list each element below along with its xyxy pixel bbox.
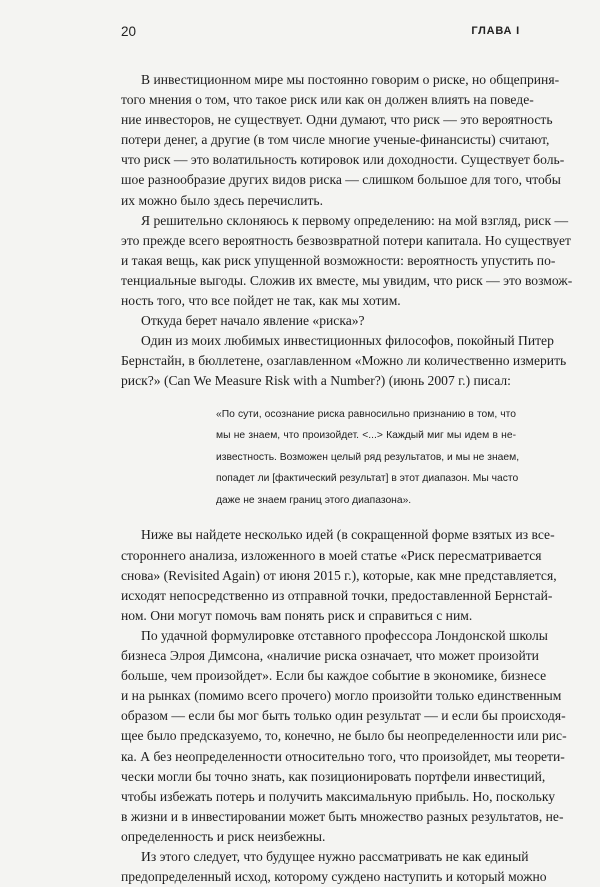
text-line: Ниже вы найдете несколько идей (в сокращенной форме взятых из все-: [141, 527, 555, 543]
text-line: ность того, что все пойдет не так, как мы хотим.: [121, 293, 401, 309]
text-line: Я решительно склоняюсь к первому определению: на мой взгляд, риск —: [141, 212, 569, 228]
text-line: того мнения о том, что такое риск или как он должен влиять на поведе-: [121, 92, 534, 108]
text-line: предопределенный исход, которому суждено наступить и который можно: [121, 869, 547, 885]
text-line: что риск — это волатильность котировок или доходности. Существует боль-: [121, 152, 565, 168]
page-header: [121, 24, 520, 44]
paragraph-3: [121, 311, 519, 331]
text-line: чески могли бы точно знать, как позиционировать портфели инвестиций,: [121, 768, 546, 784]
text-line: это прежде всего вероятность безвозвратной потери капитала. Но существует: [121, 232, 571, 248]
text-line: в жизни и в инвестировании может быть множество разных результатов, не-: [121, 808, 564, 824]
text-line: Из этого следует, что будущее нужно рассматривать не как единый: [141, 848, 529, 864]
quote-line: мы не знаем, что произойдет. <...> Каждый миг мы идем в не-: [216, 430, 516, 442]
block-quote: [121, 404, 520, 512]
paragraph-6: [121, 626, 567, 847]
body-text: [121, 70, 573, 887]
text-line: исходят непосредственно из отправной точки, предоставленной Бернстай-: [121, 587, 553, 603]
text-line: По удачной формулировке отставного профессора Лондонской школы: [141, 627, 548, 643]
text-line: ние инвесторов, не существует. Одни думают, что риск — это вероятность: [121, 112, 553, 128]
text-line: Один из моих любимых инвестиционных философов, покойный Питер: [141, 333, 554, 349]
quote-line: даже не знаем границ этого диапазона».: [216, 494, 412, 506]
text-line: и такая вещь, как риск упущенной возможности: вероятность упустить по-: [121, 252, 556, 268]
text-line: и на рынках (помимо всего прочего) могло произойти только единственным: [121, 688, 562, 704]
text-line: больше, чем произойдет». Если бы каждое событие в экономике, бизнесе: [121, 668, 547, 684]
quote-line: попадет ли [фактический результат] в этот диапазон. Мы часто: [216, 473, 519, 485]
text-line: тенциальные выгоды. Сложив их вместе, мы увидим, что риск — это возмож-: [121, 272, 573, 288]
chapter-title: ГЛАВА I: [471, 25, 520, 37]
text-line: потери денег, а другие (в том числе многие ученые-финансисты) считают,: [121, 132, 550, 148]
paragraph-5: [121, 525, 557, 625]
text-line: снова» (Revisited Again) от июня 2015 г.), которые, как мне представляется,: [121, 567, 557, 583]
text-line: их можно было здесь перечислить.: [121, 192, 324, 208]
paragraph-7: [121, 847, 547, 887]
text-line: образом — если бы мог быть только один результат — и если бы происходя-: [121, 708, 566, 724]
text-line: определенность и риск неизбежны.: [121, 828, 326, 844]
paragraph-4: [121, 331, 567, 391]
paragraph-1: [121, 70, 565, 211]
text-line: ном. Они могут помочь вам понять риск и справиться с ним.: [121, 607, 473, 623]
text-line: чтобы избежать потерь и получить максимальную прибыль. Но, поскольку: [121, 788, 556, 804]
text-line: В инвестиционном мире мы постоянно говорим о риске, но общеприня-: [141, 72, 560, 87]
text-line: Бернстайн, в бюллетене, озаглавленном «Можно ли количественно измерить: [121, 353, 567, 369]
text-line: риск?» (Can We Measure Risk with a Number?) (июнь 2007 г.) писал:: [121, 373, 511, 389]
text-line: Откуда берет начало явление «риска»?: [141, 313, 365, 329]
quote-line: известность. Возможен целый ряд результатов, и мы не знаем,: [216, 451, 520, 463]
quote-line: «По сути, осознание риска равносильно признанию в том, что: [216, 408, 516, 420]
text-line: стороннего анализа, изложенного в моей статье «Риск пересматривается: [121, 547, 542, 563]
text-line: бизнеса Элроя Димсона, «наличие риска означает, что может произойти: [121, 648, 539, 664]
paragraph-2: [121, 211, 573, 311]
text-line: ка. А без неопределенности относительно того, что произойдет, мы теорети-: [121, 748, 565, 764]
page-number: 20: [121, 24, 137, 39]
text-line: шое разнообразие других видов риска — слишком большое для того, чтобы: [121, 172, 561, 188]
text-line: щее было предсказуемо, то, конечно, не было бы неопределенности или рис-: [121, 728, 567, 744]
